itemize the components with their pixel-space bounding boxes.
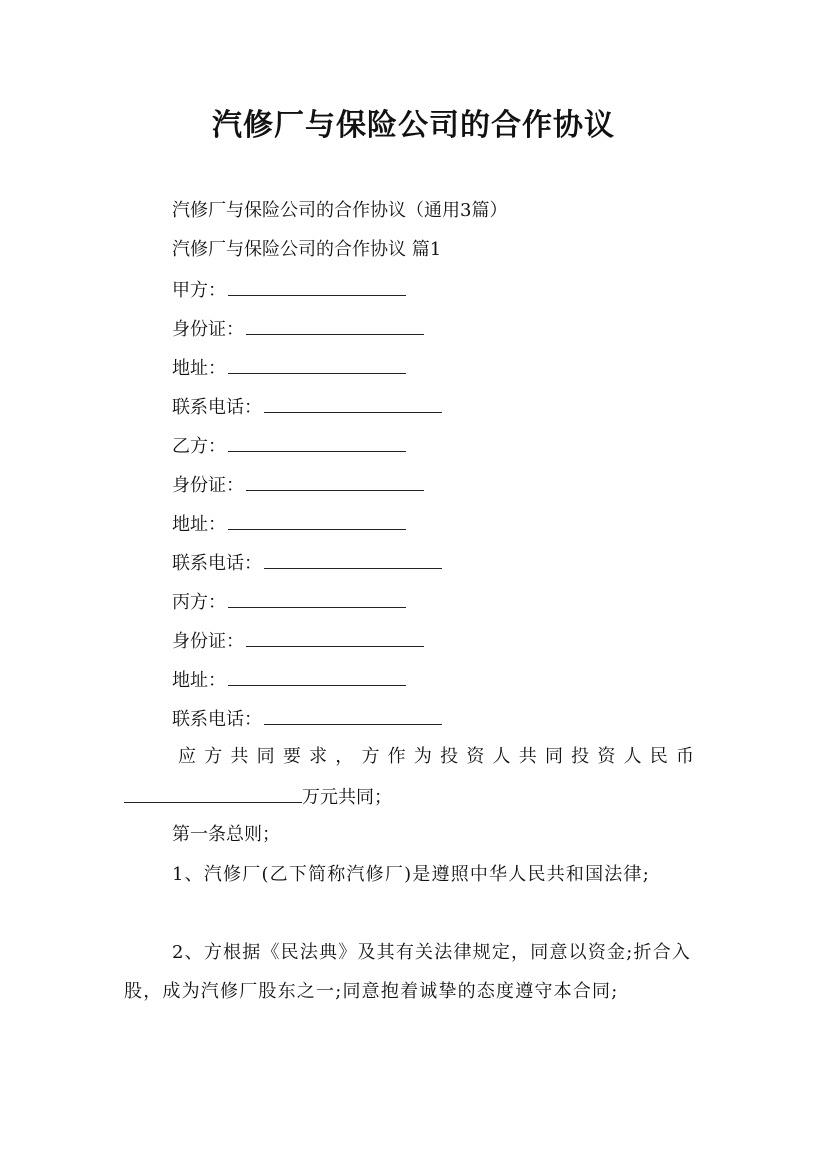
investment-suffix: 万元共同； (302, 787, 392, 808)
field-label: 联系电话： (172, 397, 262, 418)
blank-line (228, 355, 406, 374)
blank-line (228, 511, 406, 530)
party-a-phone-field (172, 394, 442, 420)
blank-line (264, 550, 442, 569)
field-label: 身份证： (172, 631, 244, 652)
clause-1: 1、汽修厂(乙下简称汽修厂)是遵照中华人民共和国法律; (172, 864, 650, 885)
field-label: 身份证： (172, 319, 244, 340)
investment-text-line: 应方共同要求，方作为投资人共同投资人民币 (178, 746, 700, 767)
field-label: 地址： (172, 358, 226, 379)
field-label: 乙方： (172, 436, 226, 457)
party-b-phone-field (172, 550, 442, 576)
party-a-field (172, 277, 406, 303)
party-c-field (172, 589, 406, 615)
party-a-id-field (172, 316, 424, 342)
document-subtitle: 汽修厂与保险公司的合作协议（通用3篇） (172, 200, 508, 221)
field-label: 身份证： (172, 475, 244, 496)
blank-line (246, 628, 424, 647)
blank-line (228, 589, 406, 608)
article-heading: 第一条总则； (172, 824, 280, 845)
field-label: 联系电话： (172, 709, 262, 730)
blank-line (264, 394, 442, 413)
party-b-address-field (172, 511, 406, 537)
field-label: 地址： (172, 514, 226, 535)
party-b-id-field (172, 472, 424, 498)
blank-line (228, 277, 406, 296)
clause-2: 2、方根据《民法典》及其有关法律规定，同意以资金;折合入股，成为汽修厂股东之一;同意抱着诚挚的态度遵守本合同; (124, 942, 692, 1002)
party-c-phone-field (172, 706, 442, 732)
blank-line (246, 472, 424, 491)
field-label: 地址： (172, 670, 226, 691)
document-title: 汽修厂与保险公司的合作协议 (212, 108, 615, 143)
field-label: 联系电话： (172, 553, 262, 574)
blank-line (228, 433, 406, 452)
blank-line (246, 316, 424, 335)
field-label: 甲方： (172, 280, 226, 301)
investment-amount-line (124, 784, 392, 810)
party-c-id-field (172, 628, 424, 654)
party-b-field (172, 433, 406, 459)
blank-line (228, 667, 406, 686)
blank-line (264, 706, 442, 725)
party-c-address-field (172, 667, 406, 693)
field-label: 丙方： (172, 592, 226, 613)
party-a-address-field (172, 355, 406, 381)
section-heading: 汽修厂与保险公司的合作协议 篇1 (172, 239, 442, 260)
blank-line (124, 784, 302, 803)
